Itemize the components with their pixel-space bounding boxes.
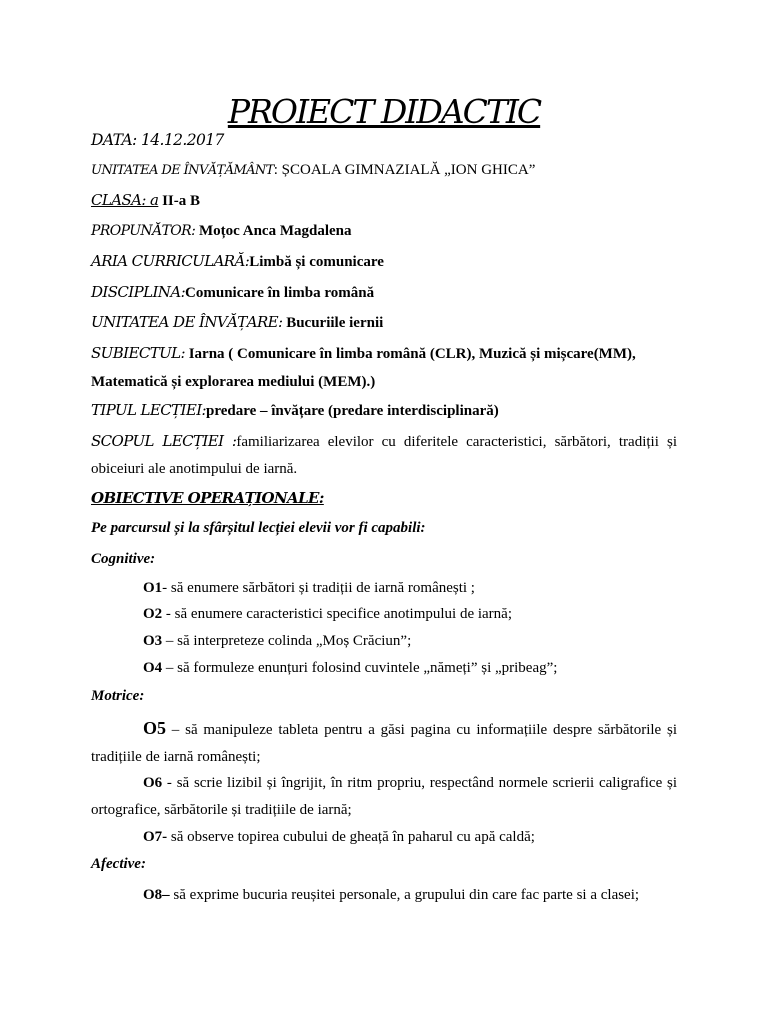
- objective-code: O7-: [143, 829, 168, 845]
- objective-code: O1: [143, 580, 163, 596]
- learning-unit-line: [91, 313, 383, 332]
- objective-text: - să scrie lizibil și îngrijit, în ritm propriu, respectând normele scrierii caligrafice și: [162, 775, 677, 791]
- curricular-area-value: Limbă și comunicare: [249, 254, 384, 270]
- curricular-area-line: [91, 252, 384, 271]
- objective-o8: [143, 887, 639, 904]
- objective-o4: [143, 660, 557, 677]
- author-label: PROPUNĂTOR:: [91, 223, 196, 239]
- objective-o6-continuation: ortografice, sărbătorile și tradițiile de iarnă;: [91, 802, 352, 818]
- section-cognitive: Cognitive:: [91, 551, 156, 567]
- subject-label: SUBIECTUL:: [91, 344, 185, 362]
- objective-text: – să manipuleze tableta pentru a găsi pagina cu informațiile despre sărbătorile și: [166, 722, 677, 738]
- school-value: : ȘCOALA GIMNAZIALĂ „ION GHICA”: [273, 162, 536, 178]
- lesson-scope-continuation: obiceiuri ale anotimpului de iarnă.: [91, 461, 298, 477]
- objective-text: să exprime bucuria reușitei personale, a grupului din care fac parte si a clasei;: [169, 887, 640, 903]
- section-motrice: Motrice:: [91, 688, 145, 704]
- discipline-label: DISCIPLINA:: [91, 283, 186, 301]
- date-line: [91, 131, 224, 150]
- objective-code: O4: [143, 660, 163, 676]
- objective-code: O5: [143, 718, 167, 738]
- objective-o7: [143, 829, 535, 846]
- subject-value: Iarna ( Comunicare în limba română (CLR), Muzică și mișcare(MM),: [184, 346, 636, 362]
- objective-o6: [143, 775, 677, 792]
- objective-text: – să interpreteze colinda „Moș Crăciun”;: [162, 633, 412, 649]
- objective-code: O8–: [143, 887, 170, 903]
- author-line: [91, 222, 351, 240]
- school-label: UNITATEA DE ÎNVĂȚĂMÂNT: [91, 163, 274, 178]
- lesson-scope-label: SCOPUL LECȚIEI :: [91, 432, 237, 450]
- lesson-type-line: [91, 401, 499, 420]
- class-label: CLASA: a: [91, 191, 159, 209]
- subject-continuation: Matematică și explorarea mediului (MEM).): [91, 374, 376, 390]
- page-title: PROIECT DIDACTIC: [227, 92, 541, 131]
- learning-unit-value: Bucuriile iernii: [282, 315, 384, 331]
- lesson-type-label: TIPUL LECȚIEI:: [91, 401, 206, 419]
- objective-o5-continuation: tradițiile de iarnă românești;: [91, 749, 261, 765]
- discipline-line: [91, 283, 374, 302]
- objective-text: să observe topirea cubului de gheață în paharul cu apă caldă;: [167, 829, 535, 845]
- lesson-scope-line: [91, 432, 677, 451]
- objective-code: O6: [143, 775, 163, 791]
- objective-o2: [143, 606, 512, 623]
- objectives-heading: OBIECTIVE OPERAȚIONALE:: [91, 489, 324, 507]
- school-line: [91, 161, 535, 179]
- class-value: II-a B: [158, 193, 201, 209]
- lesson-scope-value: familiarizarea elevilor cu diferitele caracteristici, sărbători, tradiții și: [236, 434, 677, 450]
- section-afective: Afective:: [91, 856, 146, 872]
- subject-line: [91, 344, 636, 363]
- objective-text: – să formuleze enunțuri folosind cuvintele „nămeți” și „pribeag”;: [162, 660, 558, 676]
- objective-code: O3: [143, 633, 163, 649]
- objective-text: - să enumere sărbători și tradiții de iarnă românești ;: [162, 580, 475, 596]
- learning-unit-label: UNITATEA DE ÎNVĂȚARE:: [91, 313, 283, 331]
- author-value: Moțoc Anca Magdalena: [195, 223, 352, 239]
- curricular-area-label: ARIA CURRICULARĂ:: [91, 252, 250, 270]
- objective-text: - să enumere caracteristici specifice anotimpului de iarnă;: [162, 606, 513, 622]
- objective-code: O2: [143, 606, 163, 622]
- discipline-value: Comunicare în limba română: [185, 285, 375, 301]
- objectives-intro: Pe parcursul și la sfârșitul lecției elevii vor fi capabili:: [91, 520, 426, 536]
- objective-o1: [143, 580, 475, 597]
- date-label: DATA: 14.12.2017: [91, 131, 224, 149]
- objective-o3: [143, 633, 411, 650]
- objective-o5: [143, 718, 677, 739]
- lesson-type-value: predare – învățare (predare interdisciplinară): [205, 403, 499, 419]
- class-line: [91, 191, 200, 210]
